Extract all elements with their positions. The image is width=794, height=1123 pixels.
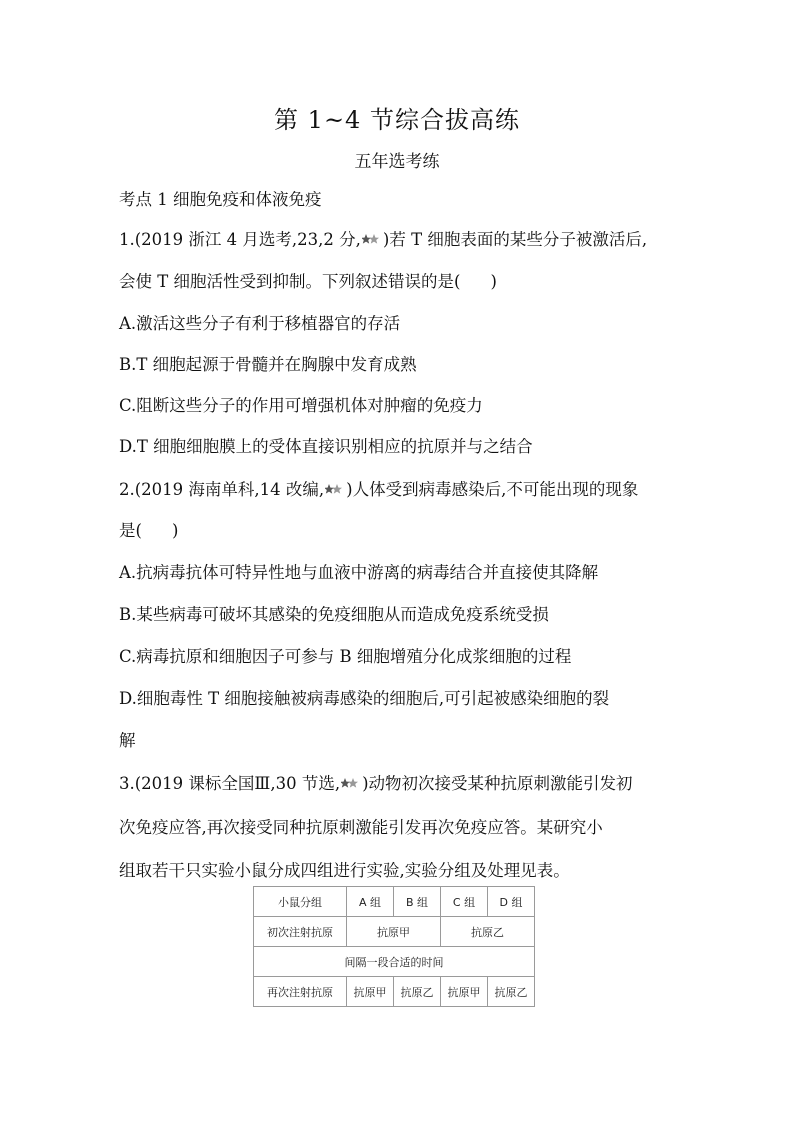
question-1-stem-b: )若 T 细胞表面的某些分子被激活后, [382, 230, 648, 249]
question-2-option-b: B.某些病毒可破坏其感染的免疫细胞从而造成免疫系统受损 [119, 605, 549, 624]
question-1-option-c: C.阻断这些分子的作用可增强机体对肿瘤的免疫力 [119, 396, 483, 415]
question-2-stem-line2-a: 是( [119, 521, 142, 540]
question-1-stem-line1 [119, 226, 647, 250]
table-header-cell: D 组 [488, 887, 535, 917]
question-1-stem-line2-b: ) [490, 272, 497, 291]
table-row [254, 977, 535, 1007]
table-cell: 再次注射抗原 [254, 977, 347, 1007]
question-1-option-d: D.T 细胞细胞膜上的受体直接识别相应的抗原并与之结合 [119, 437, 533, 456]
difficulty-stars-icon [325, 482, 345, 496]
question-2-stem-line1 [119, 476, 638, 500]
question-1-stem-line2 [119, 268, 497, 292]
question-3-stem-line1 [119, 770, 633, 794]
question-1-option-b: B.T 细胞起源于骨髓并在胸腺中发育成熟 [119, 355, 417, 374]
experiment-table [253, 886, 535, 1007]
table-header-cell: B 组 [394, 887, 441, 917]
question-2-stem-line2-b: ) [171, 521, 179, 540]
question-1-stem-a: 1.(2019 浙江 4 月选考,23,2 分, [119, 230, 361, 249]
page-title: 第 1~4 节综合拔高练 [274, 106, 520, 134]
page-subtitle: 五年选考练 [354, 152, 440, 172]
table-cell: 抗原乙 [394, 977, 441, 1007]
table-header-cell: C 组 [441, 887, 488, 917]
table-cell: 抗原甲 [441, 977, 488, 1007]
table-cell: 初次注射抗原 [254, 917, 347, 947]
table-cell: 抗原甲 [347, 977, 394, 1007]
table-row [254, 887, 535, 917]
question-3-stem-a: 3.(2019 课标全国Ⅲ,30 节选, [119, 774, 341, 793]
question-2-stem-a: 2.(2019 海南单科,14 改编, [119, 480, 325, 499]
table-header-cell: A 组 [347, 887, 394, 917]
question-2-stem-line2 [119, 517, 178, 541]
table-cell: 抗原乙 [488, 977, 535, 1007]
question-2-stem-b: )人体受到病毒感染后,不可能出现的现象 [346, 480, 639, 499]
question-3-stem-b: )动物初次接受某种抗原刺激能引发初 [362, 774, 633, 793]
question-2-option-a: A.抗病毒抗体可特异性地与血液中游离的病毒结合并直接使其降解 [119, 563, 599, 582]
difficulty-stars-icon [341, 776, 361, 790]
question-2-option-c: C.病毒抗原和细胞因子可参与 B 细胞增殖分化成浆细胞的过程 [119, 647, 572, 666]
table-cell: 抗原乙 [441, 917, 535, 947]
question-1-option-a: A.激活这些分子有利于移植器官的存活 [119, 314, 401, 333]
table-cell: 间隔一段合适的时间 [254, 947, 535, 977]
table-row [254, 917, 535, 947]
question-3-stem-line3: 组取若干只实验小鼠分成四组进行实验,实验分组及处理见表。 [119, 861, 570, 880]
difficulty-stars-icon [362, 232, 382, 246]
question-1-stem-line2-a: 会使 T 细胞活性受到抑制。下列叙述错误的是( [119, 272, 461, 291]
question-2-option-d: D.细胞毒性 T 细胞接触被病毒感染的细胞后,可引起被感染细胞的裂 [119, 689, 610, 708]
question-3-stem-line2: 次免疫应答,再次接受同种抗原刺激能引发再次免疫应答。某研究小 [119, 818, 603, 837]
section-heading: 考点 1 细胞免疫和体液免疫 [119, 190, 322, 209]
table-row [254, 947, 535, 977]
table-header-cell: 小鼠分组 [254, 887, 347, 917]
question-2-option-d-continued: 解 [119, 731, 136, 750]
table-cell: 抗原甲 [347, 917, 441, 947]
